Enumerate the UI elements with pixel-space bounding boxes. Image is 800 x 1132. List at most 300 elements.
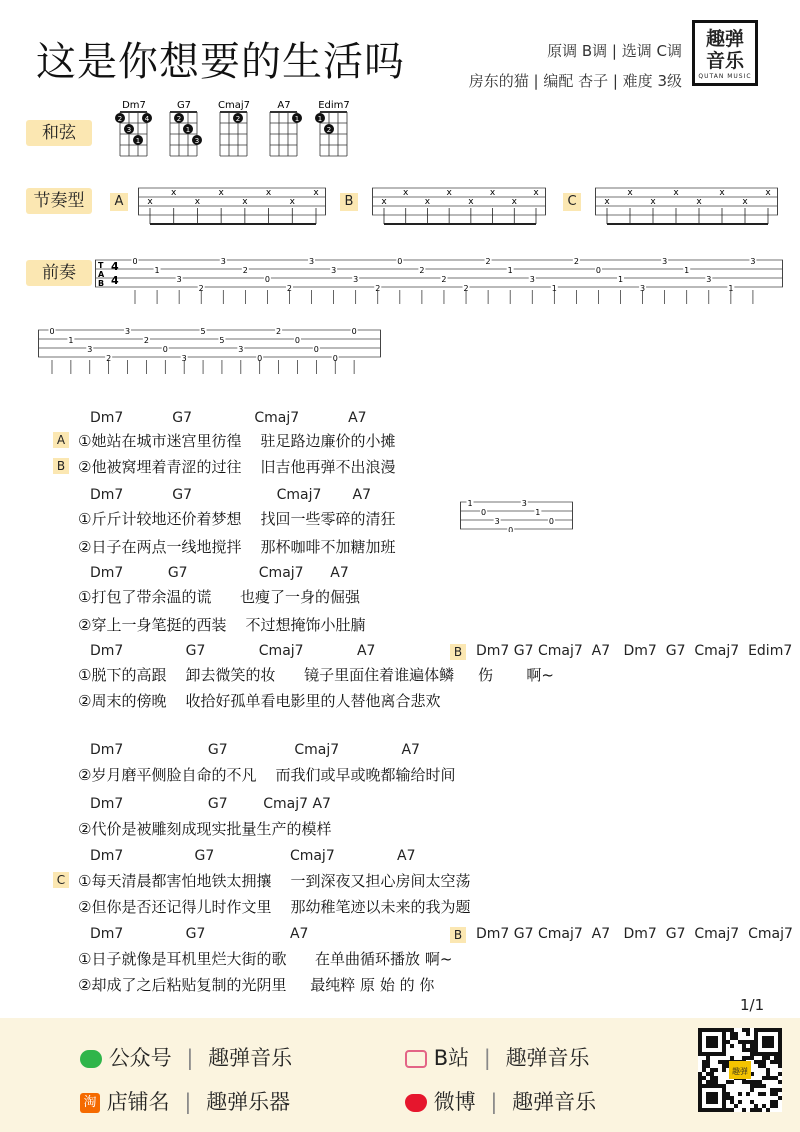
- chord-line: Dm7 G7 Cmaj7 A7: [90, 742, 420, 758]
- weibo-value: 趣弹音乐: [512, 1090, 597, 1114]
- strum-mark: x: [218, 188, 224, 198]
- qr-cell: [754, 1108, 758, 1112]
- qr-cell: [714, 1036, 718, 1040]
- rhythm-tag-b: B: [340, 193, 358, 211]
- fill-tab-snippet: [460, 492, 575, 532]
- finger-number: 1: [135, 137, 141, 145]
- logo-text-top: 趣弹: [705, 28, 744, 50]
- qr-cell: [766, 1108, 770, 1112]
- qr-cell: [742, 1080, 746, 1084]
- verse-tag: A: [53, 432, 69, 448]
- qr-cell: [710, 1076, 714, 1080]
- tab-number: 3: [521, 499, 527, 508]
- tab-number: 2: [143, 336, 149, 345]
- finger-number: 2: [176, 115, 182, 123]
- qr-cell: [762, 1056, 766, 1060]
- lyric-line: ②但你是否还记得儿时作文里 那幼稚笔迹以未来的我为题: [78, 898, 471, 916]
- qr-cell: [762, 1028, 766, 1032]
- qr-cell: [766, 1036, 770, 1040]
- qr-cell: [710, 1052, 714, 1056]
- finger-number: 1: [294, 115, 300, 123]
- chord-line: Dm7 G7 Cmaj7 A7: [90, 410, 367, 426]
- verse-tag: C: [53, 872, 69, 888]
- qr-cell: [742, 1056, 746, 1060]
- rhythm-tag-c: C: [563, 193, 581, 211]
- qr-cell: [706, 1052, 710, 1056]
- qr-cell: [702, 1028, 706, 1032]
- strum-mark: x: [533, 188, 539, 198]
- finger-number: 1: [185, 126, 191, 134]
- qr-cell: [778, 1036, 782, 1040]
- tab-number: 3: [662, 257, 668, 266]
- qr-cell: [698, 1036, 702, 1040]
- qr-cell: [774, 1100, 778, 1104]
- qr-cell: [734, 1104, 738, 1108]
- qr-cell: [714, 1080, 718, 1084]
- rhythm-pattern-c: [595, 178, 780, 228]
- qr-cell: [706, 1064, 710, 1068]
- tab-number: 0: [397, 257, 403, 266]
- tab-number: 5: [200, 327, 206, 336]
- chord-line: Dm7 G7 Cmaj7 A7: [90, 796, 331, 812]
- tab-number: 3: [238, 345, 244, 354]
- tab-number: 2: [485, 257, 491, 266]
- tab-number: 2: [441, 275, 447, 284]
- finger-number: 2: [326, 126, 332, 134]
- strum-mark: x: [719, 188, 725, 198]
- qr-cell: [770, 1104, 774, 1108]
- lyric-line: ①打包了带余温的谎 也瘦了一身的倔强: [78, 588, 361, 606]
- qr-cell: [730, 1032, 734, 1036]
- qr-cell: [766, 1056, 770, 1060]
- tab-number: 1: [684, 266, 690, 275]
- qr-cell: [770, 1040, 774, 1044]
- strum-mark: x: [650, 197, 656, 207]
- tab-number: 2: [573, 257, 579, 266]
- qr-cell: [698, 1072, 702, 1076]
- qr-cell: [706, 1084, 710, 1088]
- intro-tab-row-2: [38, 320, 383, 380]
- qr-cell: [722, 1064, 726, 1068]
- qr-cell: [718, 1108, 722, 1112]
- tab-number: 1: [617, 275, 624, 284]
- qr-cell: [750, 1040, 754, 1044]
- qr-cell: [738, 1100, 742, 1104]
- qr-cell: [722, 1104, 726, 1108]
- qr-cell: [726, 1040, 730, 1044]
- strum-mark: x: [171, 188, 177, 198]
- strum-mark: x: [194, 197, 201, 207]
- qr-cell: [706, 1100, 710, 1104]
- qr-cell: [778, 1048, 782, 1052]
- tab-number: 2: [419, 266, 425, 275]
- strum-mark: x: [289, 197, 295, 207]
- qr-cell: [722, 1088, 726, 1092]
- qr-cell: [710, 1100, 714, 1104]
- qr-cell: [726, 1080, 730, 1084]
- qr-cell: [722, 1044, 726, 1048]
- qr-code[interactable]: [698, 1028, 782, 1112]
- brand-logo: [692, 20, 758, 86]
- qr-cell: [718, 1060, 722, 1064]
- chord-name: A7: [277, 100, 291, 111]
- qr-cell: [710, 1040, 714, 1044]
- qr-cell: [698, 1096, 702, 1100]
- tab-number: 3: [750, 257, 756, 266]
- qr-cell: [730, 1036, 734, 1040]
- qr-cell: [770, 1076, 774, 1080]
- qr-cell: [778, 1044, 782, 1048]
- qr-cell: [758, 1064, 762, 1068]
- qr-cell: [702, 1076, 706, 1080]
- qr-cell: [762, 1064, 766, 1068]
- section-tag-b: B: [450, 927, 466, 943]
- intro-tab-row-1: [95, 250, 785, 310]
- strum-mark: x: [403, 188, 409, 198]
- tab-number: 2: [375, 284, 381, 293]
- time-sig-top: 4: [111, 260, 119, 273]
- qr-cell: [750, 1048, 754, 1052]
- lyric-line: ①每天清晨都害怕地铁太拥攘 一到深夜又担心房间太空荡: [78, 872, 471, 890]
- bilibili-icon: [405, 1050, 427, 1068]
- divider: |: [186, 1046, 194, 1070]
- qr-cell: [714, 1068, 718, 1072]
- qr-cell: [722, 1036, 726, 1040]
- qr-cell: [754, 1060, 758, 1064]
- qr-cell: [714, 1096, 718, 1100]
- qr-cell: [746, 1056, 750, 1060]
- qr-cell: [770, 1028, 774, 1032]
- qr-cell: [746, 1028, 750, 1032]
- qr-cell: [766, 1040, 770, 1044]
- section-tag-b: B: [450, 644, 466, 660]
- qr-cell: [762, 1036, 766, 1040]
- qr-cell: [714, 1040, 718, 1044]
- song-title: 这是你想要的生活吗: [36, 39, 405, 85]
- qr-cell: [758, 1052, 762, 1056]
- wechat-icon: [80, 1050, 102, 1068]
- qr-cell: [706, 1040, 710, 1044]
- lyric-line: ①斤斤计较地还价着梦想 找回一些零碎的清狂: [78, 510, 396, 528]
- qr-cell: [770, 1092, 774, 1096]
- qr-cell: [730, 1100, 734, 1104]
- qr-cell: [698, 1028, 702, 1032]
- qr-cell: [718, 1084, 722, 1088]
- strum-mark: x: [242, 197, 248, 207]
- qr-cell: [710, 1084, 714, 1088]
- chords-section-label: 和弦: [26, 120, 92, 146]
- qr-cell: [710, 1108, 714, 1112]
- qr-cell: [730, 1056, 734, 1060]
- divider: |: [490, 1090, 498, 1114]
- tab-number: 3: [309, 257, 315, 266]
- lyric-line: ②日子在两点一线地搅拌 那杯咖啡不加糖加班: [78, 538, 396, 556]
- qr-cell: [714, 1108, 718, 1112]
- intro-section-label: 前奏: [26, 260, 92, 286]
- tab-number: 2: [276, 327, 282, 336]
- qr-cell: [754, 1104, 758, 1108]
- qr-cell: [730, 1028, 734, 1032]
- qr-cell: [706, 1028, 710, 1032]
- qr-cell: [722, 1084, 726, 1088]
- qr-cell: [746, 1040, 750, 1044]
- weibo-label: 微博: [433, 1090, 476, 1114]
- qr-cell: [730, 1080, 734, 1084]
- qr-cell: [762, 1060, 766, 1064]
- qr-cell: [706, 1056, 710, 1060]
- qr-cell: [758, 1092, 762, 1096]
- qr-cell: [722, 1108, 726, 1112]
- tab-number: 0: [481, 508, 487, 517]
- tab-number: 3: [124, 327, 131, 336]
- qr-cell: [770, 1052, 774, 1056]
- qr-cell: [774, 1092, 778, 1096]
- tab-number: 1: [551, 284, 557, 293]
- strum-mark: x: [604, 197, 610, 207]
- finger-number: 1: [317, 115, 323, 123]
- qr-cell: [706, 1092, 710, 1096]
- lyric-line: ①脱下的高跟 卸去微笑的妆 镜子里面住着谁遍体鳞 伤 啊~: [78, 666, 554, 684]
- tab-number: 3: [706, 275, 712, 284]
- qr-cell: [706, 1080, 710, 1084]
- qr-cell: [726, 1108, 730, 1112]
- credits-info: 房东的猫 | 编配 杏子 | 难度 3级: [468, 72, 682, 90]
- qr-cell: [726, 1028, 730, 1032]
- rhythm-pattern-a: [138, 178, 328, 228]
- tab-number: 3: [220, 257, 226, 266]
- qr-cell: [710, 1080, 714, 1084]
- qr-cell: [774, 1076, 778, 1080]
- qr-cell: [698, 1052, 702, 1056]
- qr-cell: [714, 1076, 718, 1080]
- lyric-line: ②他被窝埋着青涩的过往 旧吉他再弹不出浪漫: [78, 458, 396, 476]
- qr-cell: [742, 1044, 746, 1048]
- qr-cell: [722, 1096, 726, 1100]
- lyric-line: ②却成了之后粘贴复制的光阴里 最纯粹 原 始 的 你: [78, 976, 435, 994]
- strum-mark: x: [742, 197, 748, 207]
- tab-number: 0: [49, 327, 55, 336]
- qr-cell: [750, 1088, 754, 1092]
- qr-cell: [746, 1080, 750, 1084]
- qr-cell: [714, 1044, 718, 1048]
- qr-cell: [698, 1108, 702, 1112]
- qr-cell: [698, 1092, 702, 1096]
- qr-cell: [778, 1056, 782, 1060]
- qr-cell: [778, 1052, 782, 1056]
- qr-cell: [698, 1084, 702, 1088]
- qr-cell: [774, 1104, 778, 1108]
- wechat-entry[interactable]: [80, 1042, 292, 1072]
- chord-name: Cmaj7: [218, 100, 250, 111]
- qr-cell: [726, 1092, 730, 1096]
- qr-cell: [762, 1040, 766, 1044]
- tab-number: 3: [529, 275, 535, 284]
- lyric-line: ①日子就像是耳机里烂大街的歌 在单曲循环播放 啊~: [78, 950, 453, 968]
- qr-cell: [730, 1108, 734, 1112]
- chord-name: G7: [176, 100, 192, 111]
- qr-cell: [710, 1096, 714, 1100]
- finger-number: 4: [144, 115, 150, 123]
- tab-clef-b: B: [98, 279, 105, 288]
- qr-cell: [702, 1068, 706, 1072]
- tab-number: 0: [162, 345, 168, 354]
- rhythm-pattern-b: [372, 178, 548, 228]
- qr-cell: [722, 1040, 726, 1044]
- qr-cell: [726, 1096, 730, 1100]
- qr-cell: [710, 1068, 714, 1072]
- qr-cell: [750, 1108, 754, 1112]
- qr-cell: [722, 1048, 726, 1052]
- key-info: 原调 B调 | 选调 C调: [547, 42, 682, 60]
- bili-label: B站: [433, 1046, 470, 1070]
- qr-cell: [750, 1084, 754, 1088]
- lyric-line: ①她站在城市迷宫里彷徨 驻足路边廉价的小摊: [78, 432, 396, 450]
- rhythm-tag-a: A: [110, 193, 128, 211]
- chord-line: Dm7 G7 A7: [90, 926, 309, 942]
- qr-cell: [702, 1060, 706, 1064]
- qr-cell: [754, 1028, 758, 1032]
- qr-cell: [718, 1028, 722, 1032]
- qr-cell: [754, 1040, 758, 1044]
- qr-cell: [706, 1108, 710, 1112]
- rhythm-section-label: 节奏型: [26, 188, 92, 214]
- qr-cell: [722, 1060, 726, 1064]
- wechat-label: 公众号: [108, 1046, 172, 1070]
- qr-cell: [742, 1040, 746, 1044]
- qr-cell: [698, 1032, 702, 1036]
- weibo-icon: [405, 1094, 427, 1112]
- verse-tag: B: [53, 458, 69, 474]
- qr-cell: [710, 1092, 714, 1096]
- qr-cell: [742, 1108, 746, 1112]
- qr-cell: [778, 1060, 782, 1064]
- tab-number: 1: [728, 284, 734, 293]
- tab-number: 3: [176, 275, 182, 284]
- qr-cell: [762, 1084, 766, 1088]
- weibo-entry[interactable]: [405, 1086, 596, 1116]
- qr-cell: [770, 1044, 774, 1048]
- qr-cell: [710, 1036, 714, 1040]
- qr-cell: [778, 1080, 782, 1084]
- tab-number: 3: [640, 284, 646, 293]
- qr-cell: [778, 1032, 782, 1036]
- tab-clef-a: A: [98, 270, 105, 279]
- qr-cell: [774, 1088, 778, 1092]
- shop-label: 店铺名: [106, 1090, 170, 1114]
- chord-line: Dm7 G7 Cmaj7 A7: [90, 487, 372, 503]
- qr-cell: [762, 1092, 766, 1096]
- strum-mark: x: [381, 197, 387, 207]
- bili-value: 趣弹音乐: [505, 1046, 590, 1070]
- tab-number: 3: [331, 266, 337, 275]
- qr-cell: [714, 1092, 718, 1096]
- strum-mark: x: [765, 188, 771, 198]
- qr-cell: [738, 1040, 742, 1044]
- chord-name: Dm7: [122, 100, 146, 111]
- qr-cell: [774, 1052, 778, 1056]
- tab-number: 0: [595, 266, 601, 275]
- qr-cell: [710, 1028, 714, 1032]
- qr-cell: [750, 1052, 754, 1056]
- qr-cell: [758, 1060, 762, 1064]
- qr-cell: [698, 1044, 702, 1048]
- lyric-line: ②代价是被雕刻成现实批量生产的模样: [78, 820, 332, 838]
- qr-cell: [758, 1108, 762, 1112]
- qr-cell: [754, 1084, 758, 1088]
- chord-line: Dm7 G7 Cmaj7 A7: [90, 565, 349, 581]
- qr-cell: [702, 1052, 706, 1056]
- strum-mark: x: [147, 197, 153, 207]
- qr-cell: [762, 1076, 766, 1080]
- qr-cell: [758, 1028, 762, 1032]
- qr-cell: [758, 1080, 762, 1084]
- tab-number: 0: [294, 336, 301, 345]
- chord-line: Dm7 G7 Cmaj7 A7: [90, 848, 416, 864]
- tab-number: 1: [154, 266, 160, 275]
- divider: |: [483, 1046, 491, 1070]
- tab-number: 2: [286, 284, 293, 293]
- qr-cell: [778, 1088, 782, 1092]
- qr-cell: [698, 1080, 702, 1084]
- chord-diagrams: [110, 98, 370, 164]
- wechat-value: 趣弹音乐: [208, 1046, 293, 1070]
- page-number: 1/1: [740, 996, 765, 1014]
- qr-cell: [698, 1088, 702, 1092]
- footer-bar: [0, 1018, 800, 1132]
- tab-number: 0: [508, 526, 514, 532]
- qr-cell: [758, 1084, 762, 1088]
- qr-cell: [714, 1052, 718, 1056]
- qr-cell: [734, 1032, 738, 1036]
- qr-cell: [750, 1080, 754, 1084]
- qr-cell: [722, 1068, 726, 1072]
- qr-cell: [778, 1096, 782, 1100]
- qr-cell: [754, 1036, 758, 1040]
- strum-mark: x: [313, 188, 319, 198]
- bilibili-entry[interactable]: [405, 1042, 590, 1072]
- strum-mark: x: [265, 188, 272, 198]
- lyric-line: ②穿上一身笔挺的西装 不过想掩饰小肚腩: [78, 616, 366, 634]
- qr-cell: [738, 1092, 742, 1096]
- finger-number: 2: [235, 115, 241, 123]
- strum-mark: x: [673, 188, 679, 198]
- tab-number: 3: [353, 275, 359, 284]
- qr-cell: [750, 1056, 754, 1060]
- logo-text-bottom: 音乐: [705, 50, 744, 72]
- qr-cell: [754, 1044, 758, 1048]
- chord-line: Dm7 G7 Cmaj7 A7: [90, 643, 376, 659]
- qr-cell: [766, 1028, 770, 1032]
- tab-number: 0: [548, 517, 554, 526]
- finger-number: 3: [126, 126, 132, 134]
- qr-cell: [698, 1100, 702, 1104]
- qr-cell: [718, 1052, 722, 1056]
- qr-cell: [722, 1032, 726, 1036]
- qr-cell: [754, 1080, 758, 1084]
- finger-number: 2: [117, 115, 123, 123]
- qr-cell: [722, 1100, 726, 1104]
- qr-cell: [754, 1032, 758, 1036]
- qr-cell: [714, 1084, 718, 1088]
- qr-cell: [706, 1072, 710, 1076]
- qr-cell: [754, 1052, 758, 1056]
- qr-cell: [778, 1064, 782, 1068]
- lyric-line: ②岁月磨平侧脸自命的不凡 而我们或早或晚都输给时间: [78, 766, 456, 784]
- qr-cell: [754, 1048, 758, 1052]
- shop-value: 趣弹乐器: [206, 1090, 291, 1114]
- shop-entry[interactable]: [80, 1086, 290, 1116]
- qr-cell: [698, 1040, 702, 1044]
